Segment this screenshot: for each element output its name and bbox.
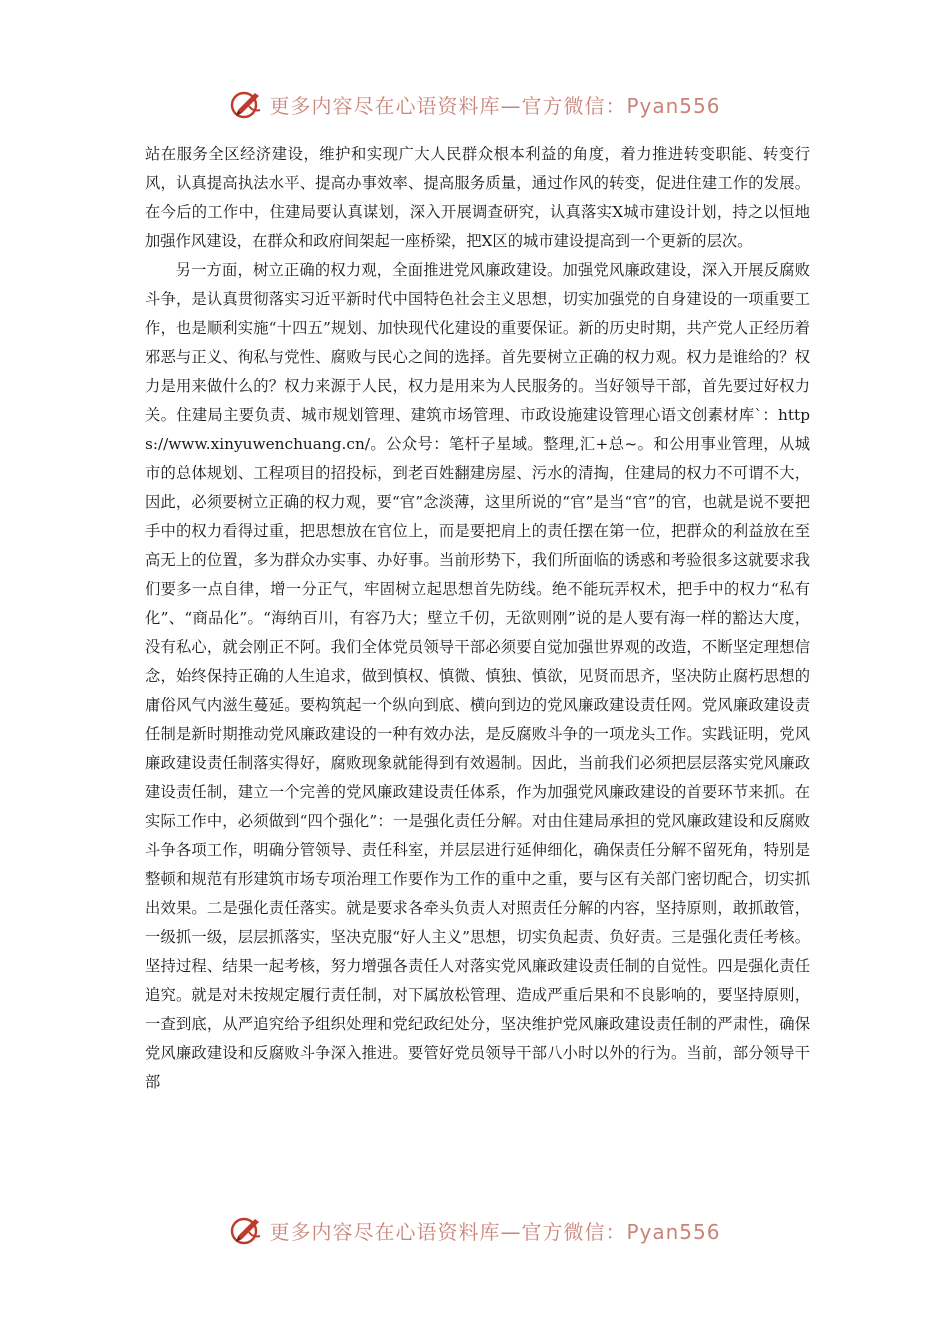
footer-watermark (0, 1208, 950, 1252)
paragraph-2: 另一方面，树立正确的权力观，全面推进党风廉政建设。加强党风廉政建设，深入开展反腐败斗争，是认真贯彻落实习近平新时代中国特色社会主义思想，切实加强党的自身建设的一项重要工作，也是顺利实施“十四五”规划、加快现代化建设的重要保证。新的历史时期，共产党人正经历着邪恶与正义、徇私与党性、腐败与民心之间的选择。首先要树立正确的权力观。权力是谁给的？权力是用来做什么的？权力来源于人民，权力是用来为人民服务的。当好领导干部，首先要过好权力关。住建局主要负责、城市规划管理、建筑市场管理、市政设施建设管理心语文创素材库`：https://www.xinyuwenchuang.cn/。公众号：笔杆子星域。整理,汇+总~。和公用事业管理，从城市的总体规划、工程项目的招投标，到老百姓翻建房屋、污水的清掏，住建局的权力不可谓不大，因此，必须要树立正确的权力观，要“官”念淡薄，这里所说的“官”是当“官”的官，也就是说不要把手中的权力看得过重，把思想放在官位上，而是要把肩上的责任摆在第一位，把群众的利益放在至高无上的位置，多为群众办实事、办好事。当前形势下，我们所面临的诱惑和考验很多这就要求我们要多一点自律，增一分正气，牢固树立起思想首先防线。绝不能玩弄权术，把手中的权力“私有化”、“商品化”。“海纳百川，有容乃大；壁立千仞，无欲则刚”说的是人要有海一样的豁达大度，没有私心，就会刚正不阿。我们全体党员领导干部必须要自觉加强世界观的改造，不断坚定理想信念，始终保持正确的人生追求，做到慎权、慎微、慎独、慎欲，见贤而思齐，坚决防止腐朽思想的庸俗风气内滋生蔓延。要构筑起一个纵向到底、横向到边的党风廉政建设责任网。党风廉政建设责任制是新时期推动党风廉政建设的一种有效办法，是反腐败斗争的一项龙头工作。实践证明，党风廉政建设责任制落实得好，腐败现象就能得到有效遏制。因此，当前我们必须把层层落实党风廉政建设责任制，建立一个完善的党风廉政建设责任体系，作为加强党风廉政建设的首要环节来抓。在实际工作中，必须做到“四个强化”：一是强化责任分解。对由住建局承担的党风廉政建设和反腐败斗争各项工作，明确分管领导、责任科室，并层层进行延伸细化，确保责任分解不留死角，特别是整顿和规范有形建筑市场专项治理工作要作为工作的重中之重，要与区有关部门密切配合，切实抓出效果。二是强化责任落实。就是要求各牵头负责人对照责任分解的内容，坚持原则，敢抓敢管，一级抓一级，层层抓落实，坚决克服“好人主义”思想，切实负起责、负好责。三是强化责任考核。坚持过程、结果一起考核，努力增强各责任人对落实党风廉政建设责任制的自觉性。四是强化责任追究。就是对未按规定履行责任制，对下属放松管理、造成严重后果和不良影响的，要坚持原则，一查到底，从严追究给予组织处理和党纪政纪处分，坚决维护党风廉政建设责任制的严肃性，确保党风廉政建设和反腐败斗争深入推进。要管好党员领导干部八小时以外的行为。当前，部分领导干部 (145, 261, 810, 1091)
watermark-text: 更多内容尽在心语资料库—官方微信：Pyan556 (269, 93, 721, 118)
document-body (145, 140, 810, 1097)
watermark-text: 更多内容尽在心语资料库—官方微信：Pyan556 (269, 1219, 721, 1244)
paragraph-1: 站在服务全区经济建设，维护和实现广大人民群众根本利益的角度，着力推进转变职能、转变行风，认真提高执法水平、提高办事效率、提高服务质量，通过作风的转变，促进住建工作的发展。在今后的工作中，住建局要认真谋划，深入开展调查研究，认真落实X城市建设计划，持之以恒地加强作风建设，在群众和政府间架起一座桥梁，把X区的城市建设提高到一个更新的层次。 (145, 145, 810, 250)
pen-circle-icon (229, 1212, 265, 1248)
header-watermark (0, 82, 950, 126)
pen-circle-icon (229, 86, 265, 122)
